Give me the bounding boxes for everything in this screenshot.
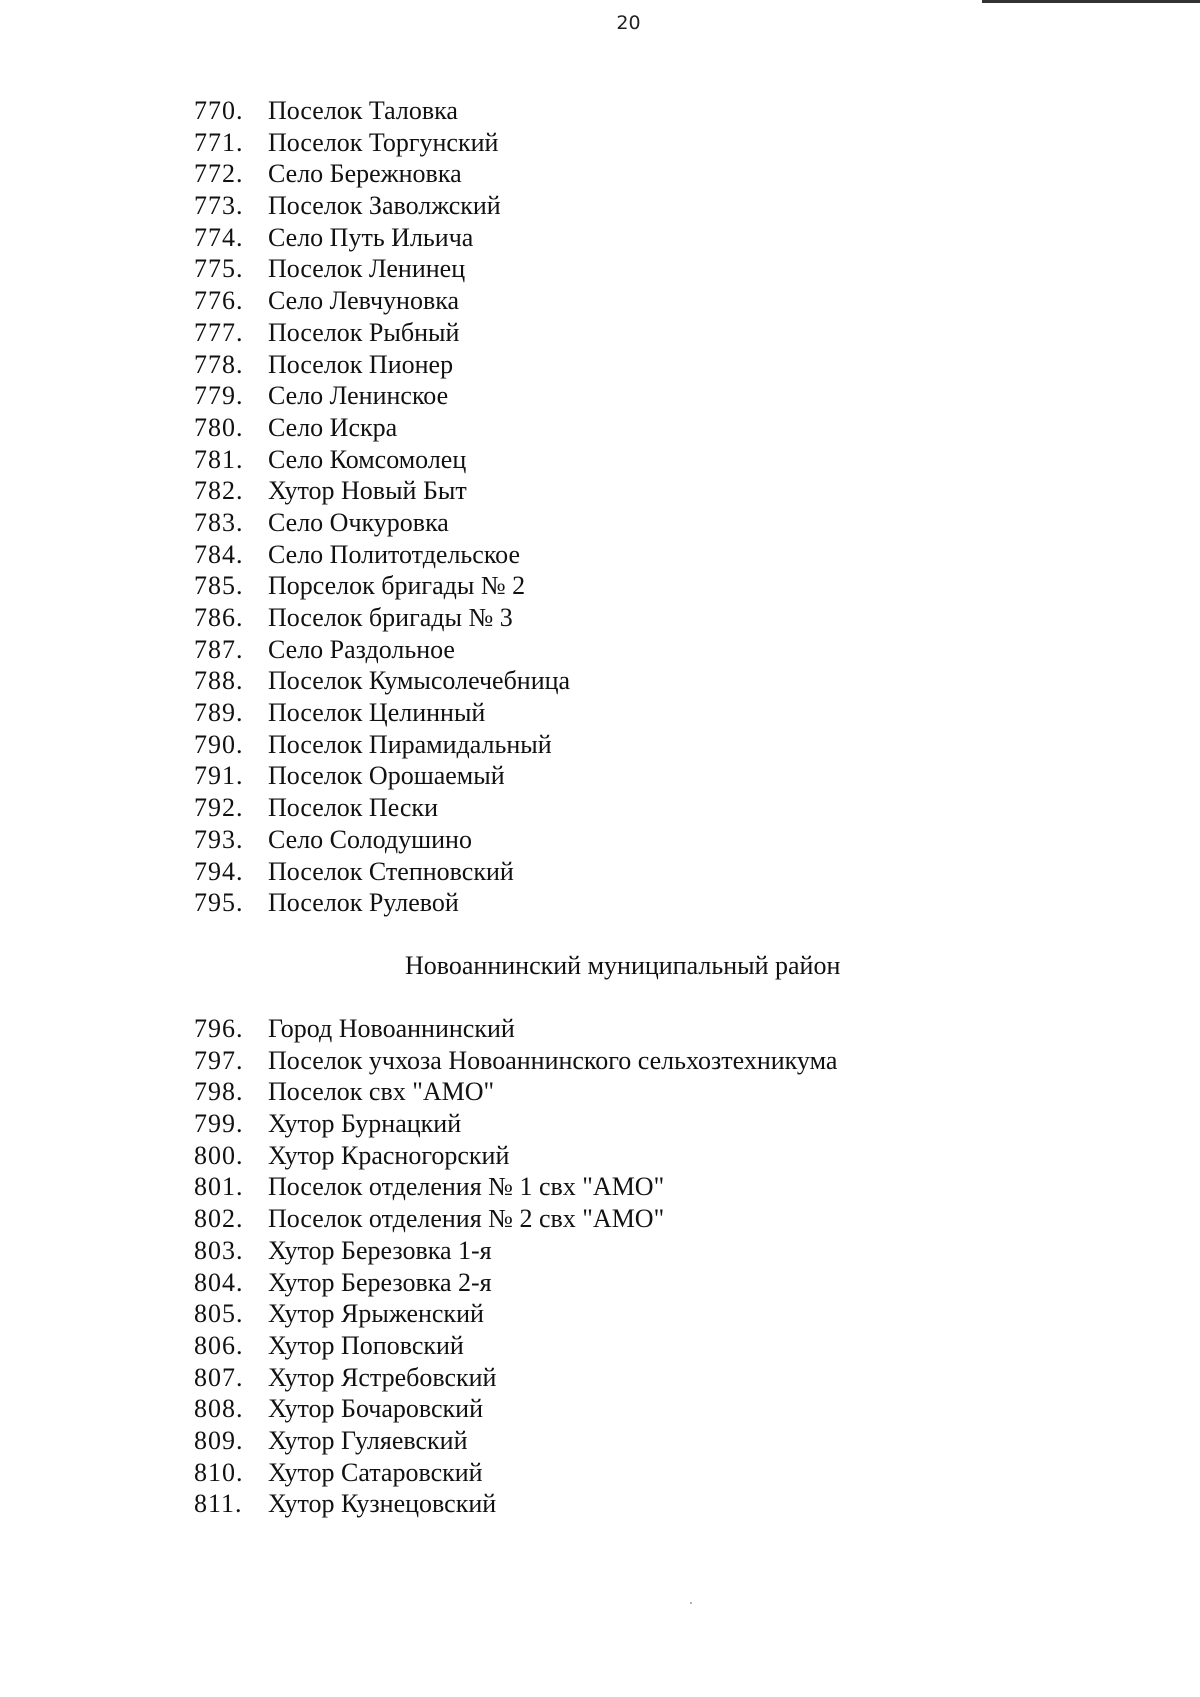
settlement-name: Поселок учхоза Новоаннинского сельхозтехникума <box>268 1045 838 1075</box>
top-edge-rule <box>982 0 1200 3</box>
item-number: 809. <box>194 1425 244 1455</box>
settlement-name: Село Очкуровка <box>268 507 449 537</box>
item-number: 801. <box>194 1172 244 1202</box>
item-number: 811. <box>194 1489 243 1519</box>
item-number: 787. <box>194 634 244 664</box>
scan-speck <box>690 1602 692 1604</box>
settlement-name: Хутор Гуляевский <box>268 1425 468 1455</box>
settlement-name: Село Раздольное <box>268 634 455 664</box>
list-item <box>194 697 1154 729</box>
list-item <box>194 1171 1154 1203</box>
list-item <box>194 570 1154 602</box>
settlement-name: Поселок Кумысолечебница <box>268 666 571 696</box>
item-number: 799. <box>194 1109 244 1139</box>
list-item <box>194 665 1154 697</box>
settlement-name: Хутор Бочаровский <box>268 1394 484 1424</box>
settlement-name: Поселок Целинный <box>268 698 486 728</box>
item-number: 780. <box>194 412 244 442</box>
settlement-name: Хутор Кузнецовский <box>268 1489 497 1519</box>
settlement-name: Хутор Ярыженский <box>268 1299 484 1329</box>
item-number: 797. <box>194 1045 244 1075</box>
item-number: 776. <box>194 286 244 316</box>
item-number: 775. <box>194 254 244 284</box>
list-item <box>194 1298 1154 1330</box>
list-item <box>194 475 1154 507</box>
item-number: 772. <box>194 159 244 189</box>
settlement-name: Поселок Таловка <box>268 96 458 125</box>
settlement-name: Поселок Ленинец <box>268 254 466 284</box>
settlement-name: Хутор Березовка 1-я <box>268 1235 492 1265</box>
item-number: 779. <box>194 381 244 411</box>
list-item <box>194 792 1154 824</box>
list-item <box>194 127 1154 159</box>
item-number: 810. <box>194 1457 244 1487</box>
settlement-name: Поселок Заволжский <box>268 191 501 221</box>
settlement-list-second <box>194 1013 1154 1520</box>
item-number: 800. <box>194 1140 244 1170</box>
item-number: 795. <box>194 888 244 918</box>
settlement-name: Поселок отделения № 2 свх "АМО" <box>268 1204 665 1234</box>
item-number: 808. <box>194 1394 244 1424</box>
list-item <box>194 1330 1154 1362</box>
settlement-name: Хутор Березовка 2-я <box>268 1267 492 1297</box>
settlement-name: Поселок свх "АМО" <box>268 1077 495 1107</box>
list-item <box>194 1235 1154 1267</box>
settlement-name: Хутор Бурнацкий <box>268 1109 462 1139</box>
item-number: 803. <box>194 1235 244 1265</box>
settlement-name: Город Новоаннинский <box>268 1014 515 1043</box>
settlement-name: Село Политотдельское <box>268 539 521 569</box>
list-item <box>194 1267 1154 1299</box>
list-item <box>194 1108 1154 1140</box>
settlement-name: Хутор Новый Быт <box>268 476 467 506</box>
item-number: 793. <box>194 824 244 854</box>
item-number: 773. <box>194 191 244 221</box>
item-number: 785. <box>194 571 244 601</box>
list-item <box>194 190 1154 222</box>
settlement-name: Село Искра <box>268 412 398 442</box>
settlement-name: Поселок Торгунский <box>268 127 499 157</box>
item-number: 788. <box>194 666 244 696</box>
item-number: 783. <box>194 507 244 537</box>
settlement-name: Село Бережновка <box>268 159 462 189</box>
list-item <box>194 158 1154 190</box>
list-item <box>194 1203 1154 1235</box>
item-number: 804. <box>194 1267 244 1297</box>
list-item <box>194 1045 1154 1077</box>
item-number: 796. <box>194 1014 244 1043</box>
item-number: 784. <box>194 539 244 569</box>
list-item <box>194 1140 1154 1172</box>
list-item <box>194 444 1154 476</box>
item-number: 802. <box>194 1204 244 1234</box>
settlement-name: Село Солодушино <box>268 824 472 854</box>
list-item <box>194 349 1154 381</box>
list-item <box>194 412 1154 444</box>
list-item <box>194 285 1154 317</box>
list-item <box>194 1013 1154 1045</box>
item-number: 786. <box>194 603 244 632</box>
item-number: 789. <box>194 698 244 728</box>
settlement-name: Село Левчуновка <box>268 286 460 316</box>
list-item <box>194 507 1154 539</box>
item-number: 781. <box>194 444 244 474</box>
list-item <box>194 1457 1154 1489</box>
list-item <box>194 1488 1154 1520</box>
settlement-name: Хутор Красногорский <box>268 1140 510 1170</box>
list-item <box>194 602 1154 634</box>
settlement-name: Хутор Поповский <box>268 1330 464 1360</box>
list-item <box>194 760 1154 792</box>
item-number: 791. <box>194 761 244 791</box>
page-number: 20 <box>616 12 641 34</box>
list-item <box>194 317 1154 349</box>
item-number: 798. <box>194 1077 244 1107</box>
list-item <box>194 222 1154 254</box>
settlement-name: Хутор Сатаровский <box>268 1457 483 1487</box>
settlement-name: Поселок отделения № 1 свх "АМО" <box>268 1172 665 1202</box>
list-item <box>194 856 1154 888</box>
settlement-name: Поселок Пирамидальный <box>268 729 552 759</box>
item-number: 794. <box>194 856 244 886</box>
settlement-name: Поселок Пески <box>268 793 438 823</box>
list-item <box>194 253 1154 285</box>
settlement-name: Поселок Степновский <box>268 856 514 886</box>
settlement-list-first <box>194 95 1154 919</box>
item-number: 782. <box>194 476 244 506</box>
list-item <box>194 95 1154 127</box>
settlement-name: Поселок Рулевой <box>268 888 459 918</box>
list-item <box>194 1362 1154 1394</box>
list-item <box>194 634 1154 666</box>
item-number: 770. <box>194 96 244 125</box>
section-heading: Новоаннинский муниципальный район <box>405 951 841 980</box>
list-item <box>194 1425 1154 1457</box>
item-number: 790. <box>194 729 244 759</box>
settlement-name: Село Комсомолец <box>268 444 467 474</box>
settlement-name: Хутор Ястребовский <box>268 1362 497 1392</box>
settlement-name: Село Путь Ильича <box>268 222 474 252</box>
list-item <box>194 1076 1154 1108</box>
item-number: 777. <box>194 317 244 347</box>
settlement-name: Поселок бригады № 3 <box>268 603 513 632</box>
settlement-name: Порселок бригады № 2 <box>268 571 526 601</box>
list-item <box>194 887 1154 919</box>
list-item <box>194 729 1154 761</box>
item-number: 805. <box>194 1299 244 1329</box>
item-number: 792. <box>194 793 244 823</box>
settlement-name: Поселок Орошаемый <box>268 761 505 791</box>
item-number: 806. <box>194 1330 244 1360</box>
list-item <box>194 824 1154 856</box>
list-item <box>194 539 1154 571</box>
list-item <box>194 1393 1154 1425</box>
settlement-name: Село Ленинское <box>268 381 449 411</box>
list-item <box>194 380 1154 412</box>
item-number: 778. <box>194 349 244 379</box>
item-number: 774. <box>194 222 244 252</box>
settlement-name: Поселок Рыбный <box>268 317 460 347</box>
settlement-name: Поселок Пионер <box>268 349 454 379</box>
item-number: 807. <box>194 1362 244 1392</box>
item-number: 771. <box>194 127 244 157</box>
